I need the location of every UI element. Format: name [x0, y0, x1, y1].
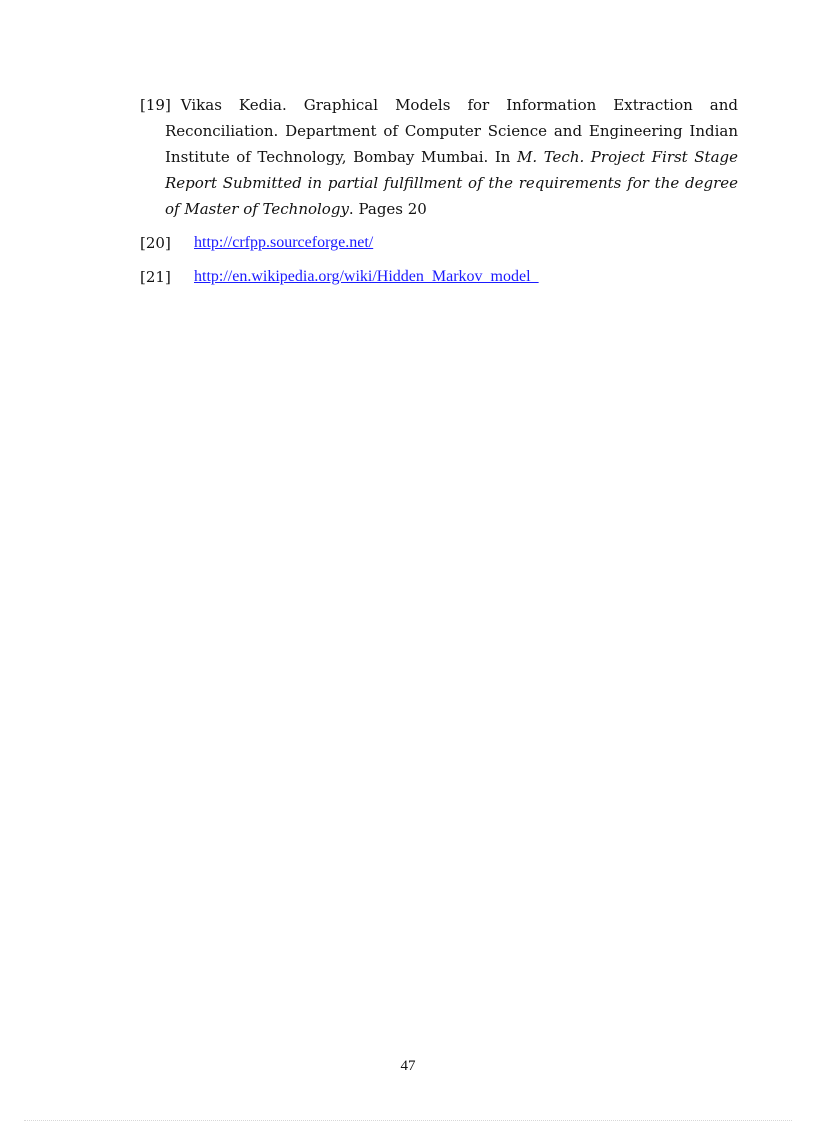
- reference-19: [140, 92, 738, 222]
- reference-number: [21]: [140, 268, 171, 286]
- reference-venue: Project First Stage Report Submitted in partial fulfillment of the requirements for the degree of Master of Technology: [165, 148, 738, 218]
- page-bottom-divider: [24, 1120, 792, 1121]
- reference-venue-abbrev: M. Tech.: [517, 148, 585, 166]
- reference-21: [140, 264, 738, 290]
- reference-number: [20]: [140, 234, 171, 252]
- reference-text: Vikas Kedia. Graphical Models for Information Extraction and Reconciliation. Department of Computer Science and Engineering Indian Institute of Technology, Bombay Mumbai. In: [165, 96, 738, 166]
- reference-link[interactable]: http://en.wikipedia.org/wiki/Hidden_Markov_model_: [194, 268, 539, 285]
- reference-number: [19]: [140, 96, 171, 114]
- references-list: [140, 92, 738, 290]
- reference-pages: . Pages 20: [348, 200, 427, 218]
- page-number: 47: [400, 1058, 416, 1074]
- reference-20: [140, 230, 738, 256]
- reference-link[interactable]: http://crfpp.sourceforge.net/: [194, 234, 374, 251]
